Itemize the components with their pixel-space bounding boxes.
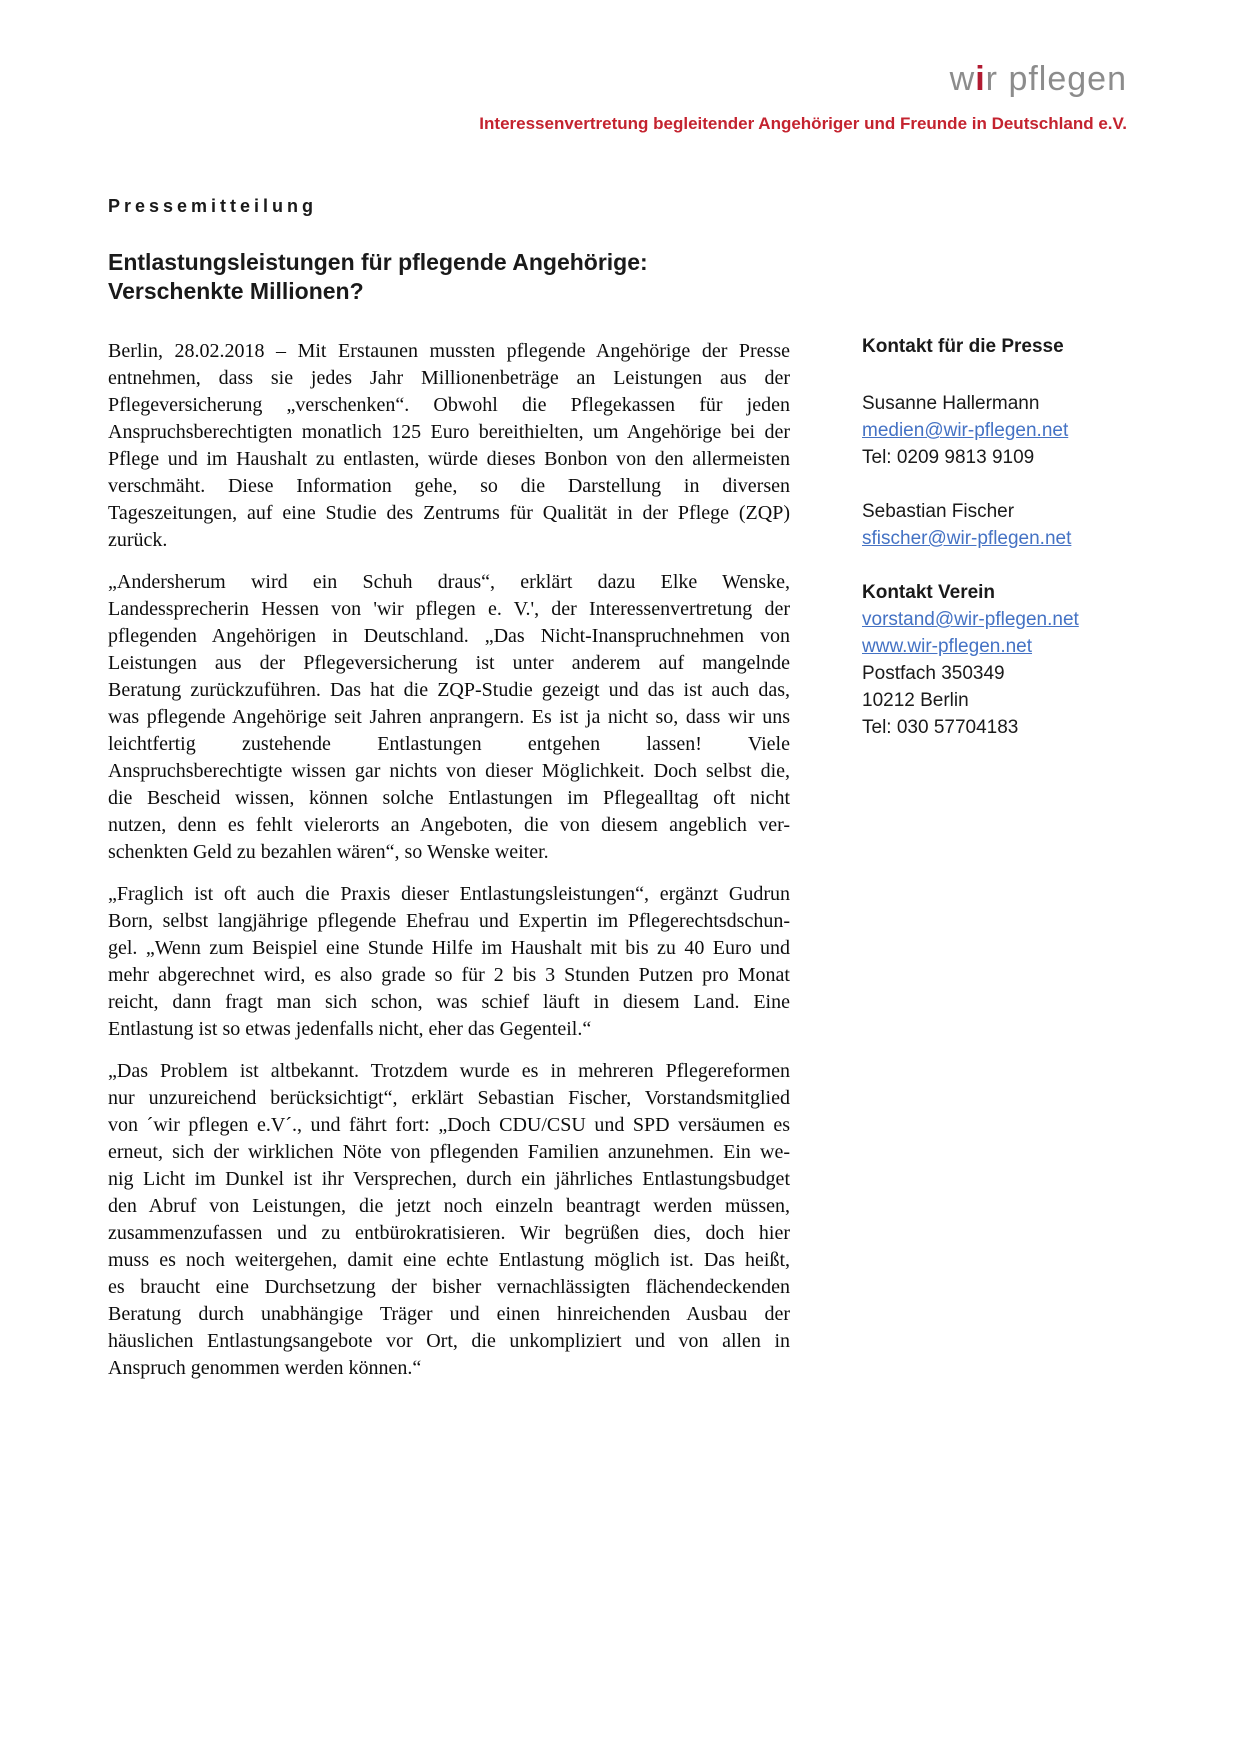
paragraph-line: von ´wir pflegen e.V´., und fährt fort: „Doch CDU/CSU und SPD versäumen es <box>108 1114 790 1136</box>
paragraph-line: Anspruch genommen werden können.“ <box>108 1357 422 1379</box>
paragraph-line: zurück. <box>108 529 168 551</box>
paragraph-line: den Abruf von Leistungen, die jetzt noch einzeln beantragt werden müssen, <box>108 1195 790 1217</box>
verein-address-line: Postfach 350349 <box>862 663 1005 684</box>
paragraph-line: nur unzureichend berücksichtigt“, erklärt Sebastian Fischer, Vorstandsmitglied <box>108 1087 790 1109</box>
contact-email-link[interactable]: sfischer@wir-pflegen.net <box>862 528 1072 549</box>
paragraph-line: „Andersherum wird ein Schuh draus“, erklärt dazu Elke Wenske, <box>108 571 790 593</box>
logo-text-post: r pflegen <box>985 60 1127 98</box>
paragraph-line: was pflegende Angehörige seit Jahren anprangern. Es ist ja nicht so, dass wir uns <box>108 706 790 728</box>
body-text <box>108 338 790 1397</box>
paragraph-line: Pflege und im Haushalt zu entlasten, würde dieses Bonbon von den allermeisten <box>108 448 790 470</box>
document-title <box>108 248 648 306</box>
paragraph-line: Landessprecherin Hessen von 'wir pflegen e. V.', der Interessenvertretung der <box>108 598 790 620</box>
contact-email-link[interactable]: medien@wir-pflegen.net <box>862 420 1069 441</box>
paragraph-line: erneut, sich der wirklichen Nöte von pflegenden Familien anzunehmen. Ein we- <box>108 1141 790 1163</box>
paragraph-line: die Bescheid wissen, können solche Entlastungen im Pflegealltag oft nicht <box>108 787 790 809</box>
paragraph <box>108 1058 790 1382</box>
paragraph-line: Tageszeitungen, auf eine Studie des Zentrums für Qualität in der Pflege (ZQP) <box>108 502 790 524</box>
paragraph-line: entnehmen, dass sie jedes Jahr Millionenbeträge an Leistungen aus der <box>108 367 790 389</box>
paragraph-line: „Fraglich ist oft auch die Praxis dieser Entlastungsleistungen“, ergänzt Gudrun <box>108 883 790 905</box>
paragraph-line: muss es noch weitergehen, damit eine echte Entlastung möglich ist. Das heißt, <box>108 1249 790 1271</box>
kicker-pressemitteilung: Pressemitteilung <box>108 196 318 216</box>
paragraph-line: Anspruchsberechtigte wissen gar nichts von dieser Möglichkeit. Doch selbst die, <box>108 760 790 782</box>
verein-website-link[interactable]: www.wir-pflegen.net <box>862 636 1033 657</box>
paragraph-line: leichtfertig zustehende Entlastungen entgehen lassen! Viele <box>108 733 790 755</box>
verein-address-line: 10212 Berlin <box>862 690 969 711</box>
contact-name: Sebastian Fischer <box>862 501 1015 522</box>
paragraph-line: Berlin, 28.02.2018 – Mit Erstaunen mussten pflegende Angehörige der Presse <box>108 340 790 362</box>
paragraph-line: nig Licht im Dunkel ist ihr Versprechen, durch ein jährliches Entlastungsbudget <box>108 1168 790 1190</box>
paragraph-line: Born, selbst langjährige pflegende Ehefrau und Expertin im Pflegerechtsdschun- <box>108 910 790 932</box>
paragraph-line: pflegenden Angehörigen in Deutschland. „Das Nicht-Inanspruchnehmen von <box>108 625 790 647</box>
contact-tel: Tel: 0209 9813 9109 <box>862 447 1035 468</box>
paragraph-line: gel. „Wenn zum Beispiel eine Stunde Hilfe im Haushalt mit bis zu 40 Euro und <box>108 937 790 959</box>
paragraph <box>108 881 790 1043</box>
logo-text-pre: w <box>949 60 976 98</box>
paragraph-line: Beratung durch unabhängige Träger und einen hinreichenden Ausbau der <box>108 1303 790 1325</box>
paragraph-line: Leistungen aus der Pflegeversicherung ist unter anderem auf mangelnde <box>108 652 790 674</box>
paragraph-line: nutzen, denn es fehlt vielerorts an Angeboten, die von diesem angeblich ver- <box>108 814 790 836</box>
title-line-1: Entlastungsleistungen für pflegende Angehörige: <box>108 249 648 275</box>
press-contact-2 <box>862 498 1152 552</box>
org-tagline: Interessenvertretung begleitender Angehöriger und Freunde in Deutschland e.V. <box>479 114 1127 133</box>
paragraph <box>108 338 790 554</box>
verein-email-link[interactable]: vorstand@wir-pflegen.net <box>862 609 1079 630</box>
logo-accent-i: i <box>975 60 986 98</box>
paragraph-line: verschmäht. Diese Information gehe, so die Darstellung in diversen <box>108 475 790 497</box>
contact-sidebar <box>862 333 1152 768</box>
paragraph-line: Entlastung ist so etwas jedenfalls nicht, eher das Gegenteil.“ <box>108 1018 592 1040</box>
contact-name: Susanne Hallermann <box>862 393 1040 414</box>
paragraph-line: häuslichen Entlastungsangebote vor Ort, die unkompliziert und von allen in <box>108 1330 790 1352</box>
press-contact-1 <box>862 390 1152 471</box>
org-logo <box>950 60 1127 99</box>
paragraph-line: es braucht eine Durchsetzung der bisher vernachlässigten flächendeckenden <box>108 1276 790 1298</box>
paragraph-line: „Das Problem ist altbekannt. Trotzdem wurde es in mehreren Pflegereformen <box>108 1060 790 1082</box>
paragraph-line: Anspruchsberechtigten monatlich 125 Euro bereithielten, um Angehörige bei der <box>108 421 790 443</box>
paragraph-line: schenkten Geld zu bezahlen wären“, so Wenske weiter. <box>108 841 549 863</box>
verein-tel: Tel: 030 57704183 <box>862 717 1019 738</box>
paragraph <box>108 569 790 866</box>
paragraph-line: mehr abgerechnet wird, es also grade so für 2 bis 3 Stunden Putzen pro Monat <box>108 964 790 986</box>
verein-contact <box>862 606 1152 741</box>
paragraph-line: Beratung zurückzuführen. Das hat die ZQP-Studie gezeigt und das ist auch das, <box>108 679 790 701</box>
paragraph-line: reicht, dann fragt man sich schon, was schief läuft in diesem Land. Eine <box>108 991 790 1013</box>
title-line-2: Verschenkte Millionen? <box>108 278 364 304</box>
verein-contact-heading: Kontakt Verein <box>862 582 996 603</box>
press-contact-heading: Kontakt für die Presse <box>862 336 1064 357</box>
paragraph-line: zusammenzufassen und zu entbürokratisieren. Wir begrüßen dies, doch hier <box>108 1222 790 1244</box>
paragraph-line: Pflegeversicherung „verschenken“. Obwohl die Pflegekassen für jeden <box>108 394 790 416</box>
